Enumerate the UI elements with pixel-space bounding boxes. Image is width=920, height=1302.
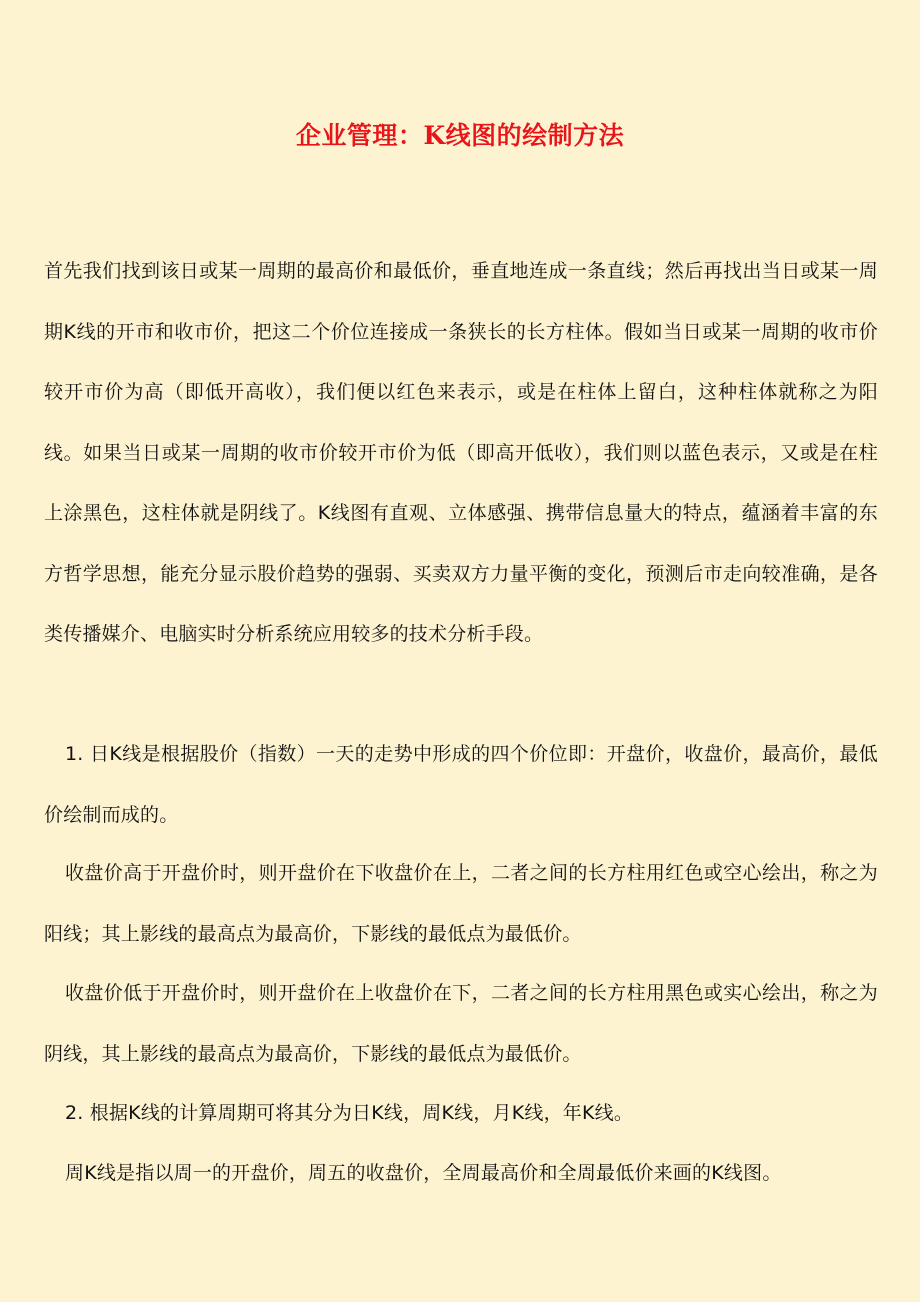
paragraph-yang-line: 收盘价高于开盘价时，则开盘价在下收盘价在上，二者之间的长方柱用红色或空心绘出，称之为阳线；其上影线的最高点为最高价，下影线的最低点为最低价。	[44, 862, 878, 945]
paragraph-kline-periods: 2. 根据K线的计算周期可将其分为日K线，周K线，月K线，年K线。	[65, 1102, 634, 1124]
paragraph-yin-line: 收盘价低于开盘价时，则开盘价在上收盘价在下，二者之间的长方柱用黑色或实心绘出，称之为阴线，其上影线的最高点为最高价，下影线的最低点为最低价。	[44, 982, 878, 1065]
paragraph-weekly-kline: 周K线是指以周一的开盘价，周五的收盘价，全周最高价和全周最低价来画的K线图。	[65, 1162, 782, 1184]
paragraph-daily-kline: 1. 日K线是根据股价（指数）一天的走势中形成的四个价位即：开盘价，收盘价，最高价，最低价绘制而成的。	[44, 743, 878, 826]
document-title: 企业管理：K线图的绘制方法	[295, 121, 625, 150]
paragraph-intro: 首先我们找到该日或某一周期的最高价和最低价，垂直地连成一条直线；然后再找出当日或某一周期K线的开市和收市价，把这二个价位连接成一条狭长的长方柱体。假如当日或某一周期的收市价较开市价为高（即低开高收），我们便以红色来表示，或是在柱体上留白，这种柱体就称之为阳线。如果当日或某一周期的收市价较开市价为低（即高开低收），我们则以蓝色表示，又或是在柱上涂黑色，这柱体就是阴线了。K线图有直观、立体感强、携带信息量大的特点，蕴涵着丰富的东方哲学思想，能充分显示股价趋势的强弱、买卖双方力量平衡的变化，预测后市走向较准确，是各类传播媒介、电脑实时分析系统应用较多的技术分析手段。	[44, 260, 878, 645]
